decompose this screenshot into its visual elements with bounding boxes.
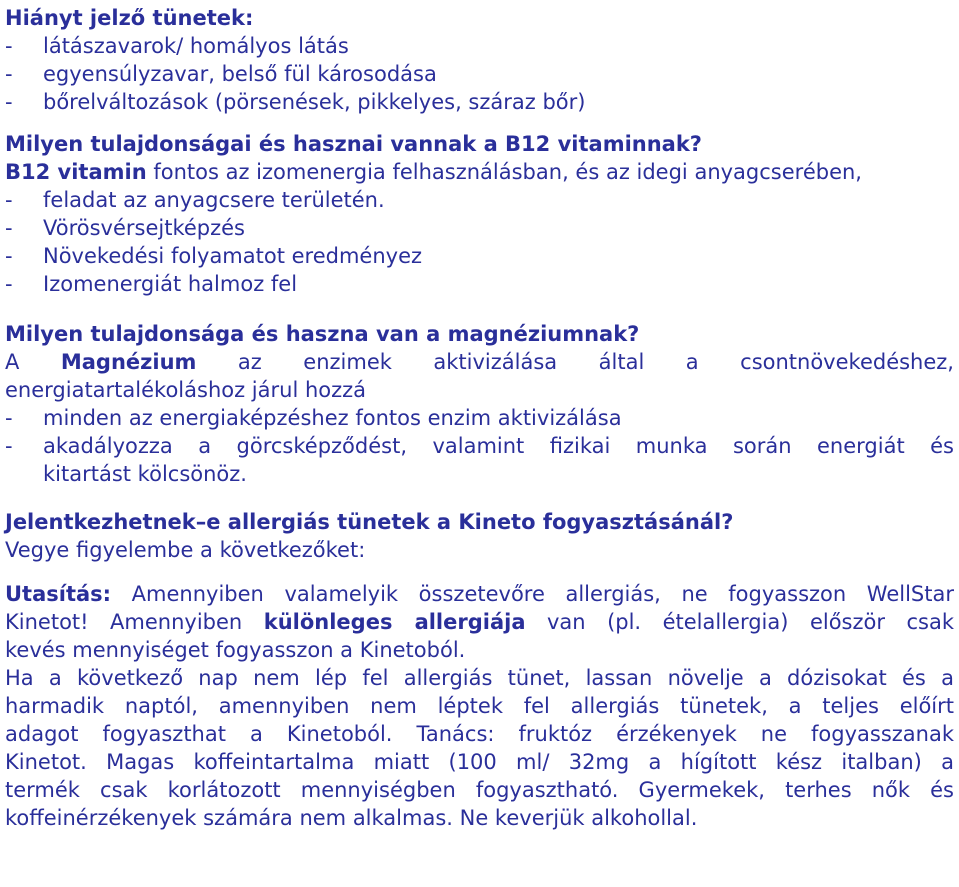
deficiency-heading: Hiányt jelző tünetek: bbox=[5, 6, 254, 30]
b12-item: - Növekedési folyamatot eredményez bbox=[5, 244, 423, 268]
magnesium-intro: A Magnézium az enzimek aktivizálása által a csontnövekedéshez, bbox=[5, 350, 954, 374]
allergy-paragraph-line: Kinetot. Magas koffeintartalma miatt (100 ml/ 32mg a hígított kész italban) a bbox=[5, 750, 954, 774]
document-page bbox=[5, 0, 954, 832]
b12-item: - feladat az anyagcsere területén. bbox=[5, 188, 385, 212]
magnesium-heading: Milyen tulajdonsága és haszna van a magnéziumnak? bbox=[5, 322, 640, 346]
allergy-paragraph-line: termék csak korlátozott mennyiségben fogyasztható. Gyermekek, terhes nők és bbox=[5, 778, 954, 802]
deficiency-item: - látászavarok/ homályos látás bbox=[5, 34, 349, 58]
allergy-instruction: Utasítás: Amennyiben valamelyik összetevőre allergiás, ne fogyasszon WellStar bbox=[5, 582, 954, 606]
allergy-instruction-line2: Kinetot! Amennyiben különleges allergiája van (pl. ételallergia) először csak bbox=[5, 610, 954, 634]
allergy-paragraph-line: adagot fogyaszthat a Kinetoból. Tanács: fruktóz érzékenyek ne fogyasszanak bbox=[5, 722, 954, 746]
deficiency-item: - egyensúlyzavar, belső fül károsodása bbox=[5, 62, 437, 86]
allergy-heading: Jelentkezhetnek–e allergiás tünetek a Kineto fogyasztásánál? bbox=[5, 510, 734, 534]
deficiency-item: - bőrelváltozások (pörsenések, pikkelyes, száraz bőr) bbox=[5, 90, 586, 114]
b12-intro: B12 vitamin fontos az izomenergia felhasználásban, és az idegi anyagcserében, bbox=[5, 160, 862, 184]
b12-heading: Milyen tulajdonságai és hasznai vannak a B12 vitaminnak? bbox=[5, 132, 702, 156]
allergy-subheading: Vegye figyelembe a következőket: bbox=[5, 538, 366, 562]
magnesium-item: - akadályozza a görcsképződést, valamint fizikai munka során energiát és bbox=[5, 434, 954, 458]
allergy-paragraph-line: koffeinérzékenyek számára nem alkalmas. Ne keverjük alkohollal. bbox=[5, 806, 698, 830]
magnesium-item-cont: kitartást kölcsönöz. bbox=[43, 462, 247, 486]
b12-item: - Vörösvérsejtképzés bbox=[5, 216, 246, 240]
allergy-paragraph-line: harmadik naptól, amennyiben nem léptek fel allergiás tünetek, a teljes előírt bbox=[5, 694, 954, 718]
b12-item: - Izomenergiát halmoz fel bbox=[5, 272, 298, 296]
magnesium-intro-cont: energiatartalékoláshoz járul hozzá bbox=[5, 378, 367, 402]
allergy-instruction-line3: kevés mennyiséget fogyasszon a Kinetoból. bbox=[5, 638, 466, 662]
allergy-paragraph-line: Ha a következő nap nem lép fel allergiás tünet, lassan növelje a dózisokat és a bbox=[5, 666, 954, 690]
magnesium-item: - minden az energiaképzéshez fontos enzim aktivizálása bbox=[5, 406, 622, 430]
